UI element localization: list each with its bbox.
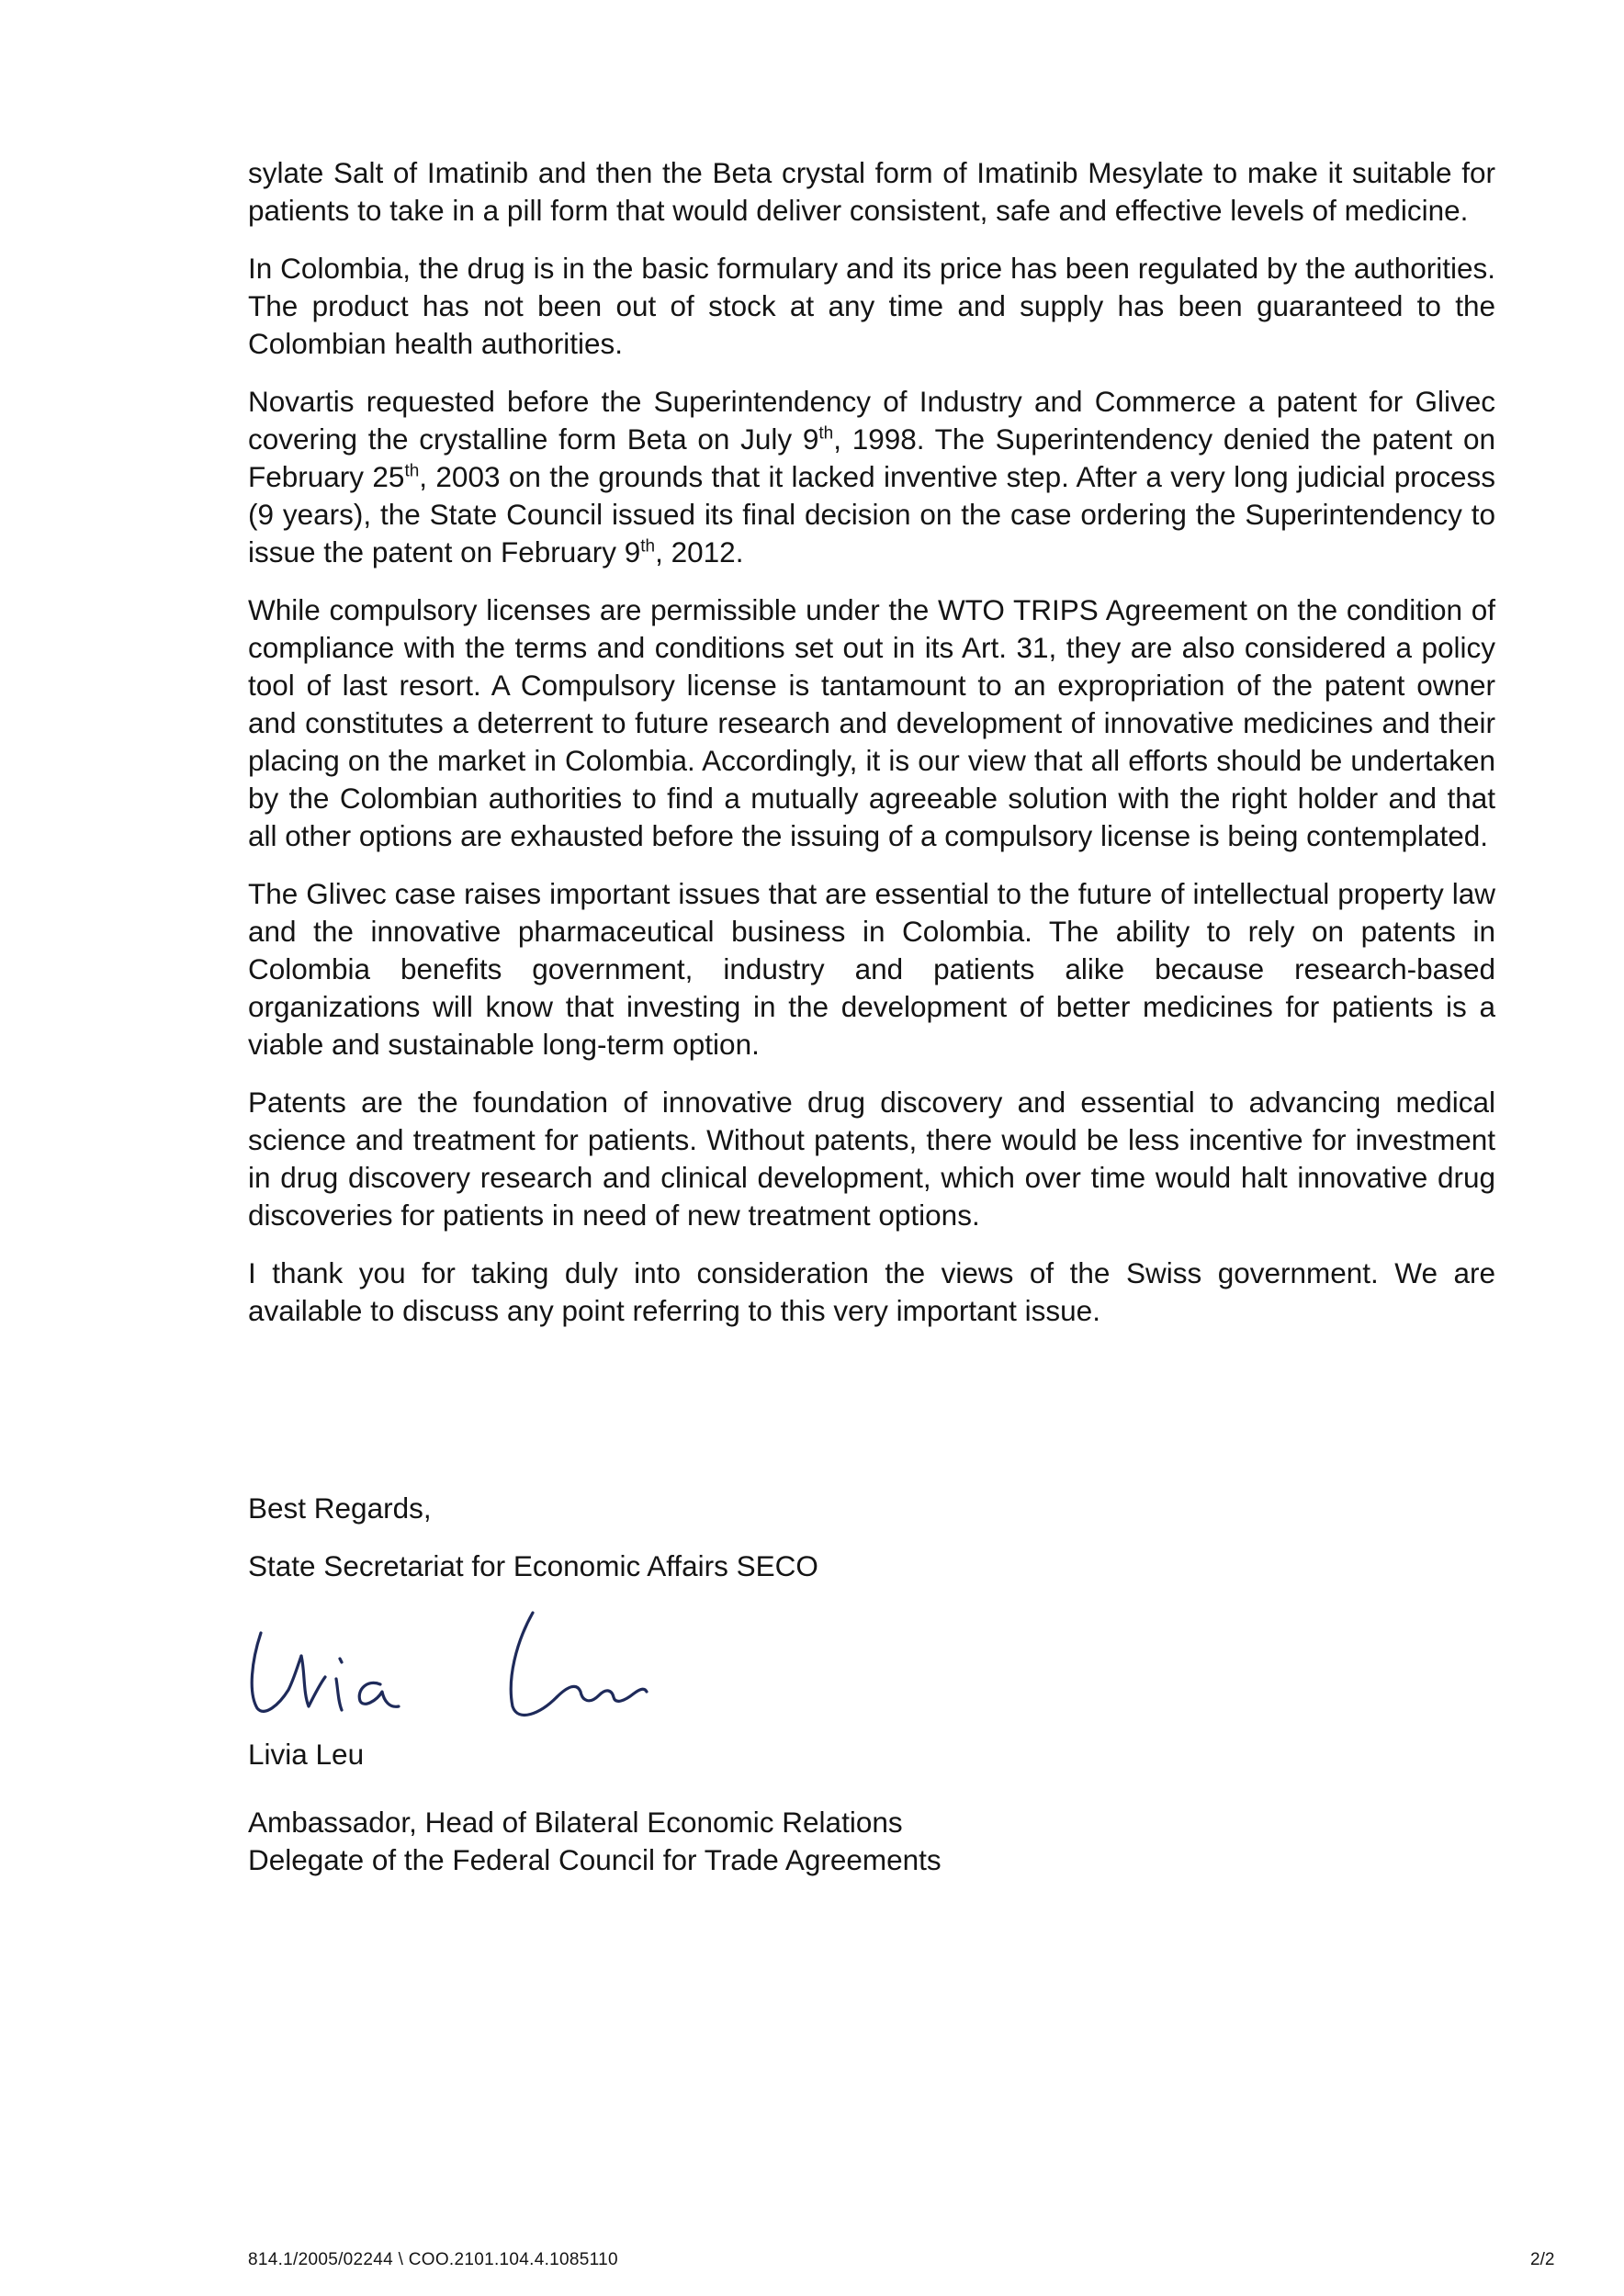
patent-history-text-4: , 2012.: [655, 535, 744, 568]
paragraph-colombia-formulary: In Colombia, the drug is in the basic formulary and its price has been regulated by the authorities. The product has not been out of stock at any time and supply has been guaranteed to the Colombian health authorities.: [248, 252, 1495, 360]
signer-title-line-1: Ambassador, Head of Bilateral Economic Relations: [248, 1806, 903, 1839]
patent-history-text-1: Novartis requested before the Superintendency of Industry and Commerce a patent for Glivec covering the crystalline form Beta on July 9: [248, 385, 1495, 456]
document-reference: 814.1/2005/02244 \ COO.2101.104.4.1085110: [248, 2250, 618, 2269]
patent-history-text-2: , 1998. The Superintendency denied the patent on February 25: [248, 422, 1496, 493]
ordinal-suffix: th: [404, 461, 420, 481]
closing-salutation-block: [248, 1490, 1350, 1527]
signer-block: [248, 1736, 1350, 1773]
paragraph-imatinib: sylate Salt of Imatinib and then the Beta crystal form of Imatinib Mesylate to make it suitable for patients to take in a pill form that would deliver consistent, safe and effective levels of medicine.: [248, 156, 1495, 227]
organization-name: State Secretariat for Economic Affairs SECO: [248, 1549, 818, 1582]
ordinal-suffix: th: [818, 423, 834, 444]
signer-name: Livia Leu: [248, 1738, 365, 1771]
paragraph-patent-history: [248, 383, 1495, 571]
paragraph-patents-foundation: Patents are the foundation of innovative drug discovery and essential to advancing medical science and treatment for patients. Without patents, there would be less incentive for investment in drug discovery research and clinical development, which over time would halt innovative drug discoveries for patients in need of new treatment options.: [248, 1086, 1495, 1232]
closing-organization-block: [248, 1548, 1350, 1585]
paragraph-thanks: I thank you for taking duly into consideration the views of the Swiss government. We are available to discuss any point referring to this very important issue.: [248, 1256, 1495, 1327]
page-number: 2/2: [1530, 2250, 1555, 2269]
ordinal-suffix: th: [640, 536, 656, 557]
paragraph-glivec-case: The Glivec case raises important issues that are essential to the future of intellectual property law and the innovative pharmaceutical business in Colombia. The ability to rely on patents in Colombia benefits government, industry and patients alike because research-based organizations will know that investing in the development of better medicines for patients is a viable and sustainable long-term option.: [248, 877, 1495, 1061]
signer-title-line-2: Delegate of the Federal Council for Trade Agreements: [248, 1843, 942, 1876]
paragraph-compulsory-licenses: While compulsory licenses are permissible under the WTO TRIPS Agreement on the condition of compliance with the terms and conditions set out in its Art. 31, they are also considered a policy tool of last resort. A Compulsory license is tantamount to an expropriation of the patent owner and constitutes a deterrent to future research and development of innovative medicines and their placing on the market in Colombia. Accordingly, it is our view that all efforts should be undertaken by the Colombian authorities to find a mutually agreeable solution with the right holder and that all other options are exhausted before the issuing of a compulsory license is being contemplated.: [248, 593, 1495, 852]
signer-title-block: [248, 1804, 1350, 1879]
handwritten-signature: [241, 1605, 682, 1725]
salutation: Best Regards,: [248, 1491, 432, 1525]
letter-body: [248, 154, 1495, 1350]
patent-history-text-3: , 2003 on the grounds that it lacked inventive step. After a very long judicial process (9 years), the State Council issued its final decision on the case ordering the Superintendency to issue the patent on February 9: [248, 460, 1495, 568]
